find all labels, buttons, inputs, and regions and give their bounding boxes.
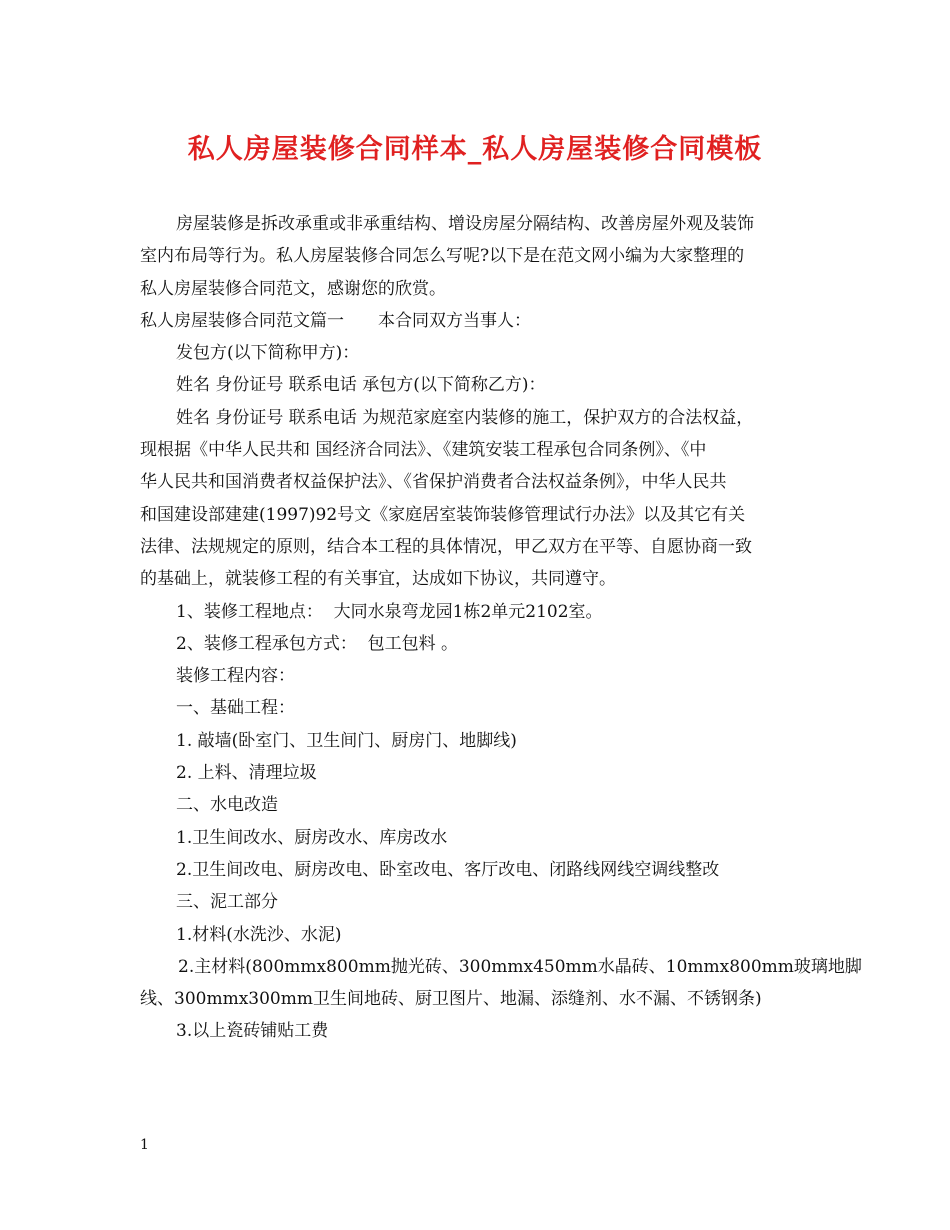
paragraph-line: 姓名 身份证号 联系电话 承包方(以下简称乙方)： xyxy=(176,375,546,396)
list-item: 1、装修工程地点： 大同水泉弯龙园1栋2单元2102室。 xyxy=(176,601,603,622)
list-item: 2. 上料、清理垃圾 xyxy=(176,763,317,784)
document-title: 私人房屋装修合同样本_私人房屋装修合同模板 xyxy=(187,134,763,165)
list-item: 1.材料(水洗沙、水泥) xyxy=(176,924,342,945)
document-body xyxy=(140,208,862,1048)
page-number: 1 xyxy=(140,1137,149,1153)
paragraph-line: 和国建设部建建(1997)92号文《家庭居室装饰装修管理试行办法》以及其它有关 xyxy=(140,504,746,525)
list-item: 一、基础工程： xyxy=(176,698,295,719)
paragraph-line: 室内布局等行为。私人房屋装修合同怎么写呢?以下是在范文网小编为大家整理的 xyxy=(140,246,745,267)
list-item: 线、300mmx300mm卫生间地砖、厨卫图片、地漏、添缝剂、水不漏、不锈钢条) xyxy=(140,989,762,1010)
list-item: 三、泥工部分 xyxy=(176,892,278,913)
paragraph-line: 华人民共和国消费者权益保护法》、《省保护消费者合法权益条例》，中华人民共 xyxy=(140,472,727,493)
list-item: 二、水电改造 xyxy=(176,795,278,816)
list-item: 1. 敲墙(卧室门、卫生间门、厨房门、地脚线) xyxy=(176,730,517,751)
paragraph-line: 的基础上，就装修工程的有关事宜，达成如下协议，共同遵守。 xyxy=(140,569,616,590)
list-item: 2、装修工程承包方式： 包工包料 。 xyxy=(176,633,459,654)
paragraph-line: 房屋装修是拆改承重或非承重结构、增设房屋分隔结构、改善房屋外观及装饰 xyxy=(176,214,754,234)
list-item: 2.卫生间改电、厨房改电、卧室改电、客厅改电、闭路线网线空调线整改 xyxy=(176,859,720,880)
section-heading: 私人房屋装修合同范文篇一 本合同双方当事人： xyxy=(140,310,531,331)
list-item: 3.以上瓷砖铺贴工费 xyxy=(176,1021,329,1042)
paragraph-line: 法律、法规规定的原则，结合本工程的具体情况，甲乙双方在平等、自愿协商一致 xyxy=(140,536,752,557)
list-item: 装修工程内容： xyxy=(176,666,295,687)
list-item: 1.卫生间改水、厨房改水、库房改水 xyxy=(176,827,448,848)
paragraph-line: 发包方(以下简称甲方)： xyxy=(176,343,360,364)
list-item: 2.主材料(800mmx800mm抛光砖、300mmx450mm水晶砖、10mmx800mm玻璃地脚 xyxy=(178,956,862,977)
paragraph-line: 私人房屋装修合同范文，感谢您的欣赏。 xyxy=(140,278,446,299)
paragraph-line: 现根据《中华人民共和 国经济合同法》、《建筑安装工程承包合同条例》、《中 xyxy=(140,440,707,461)
paragraph-line: 姓名 身份证号 联系电话 为规范家庭室内装修的施工，保护双方的合法权益， xyxy=(176,407,754,428)
